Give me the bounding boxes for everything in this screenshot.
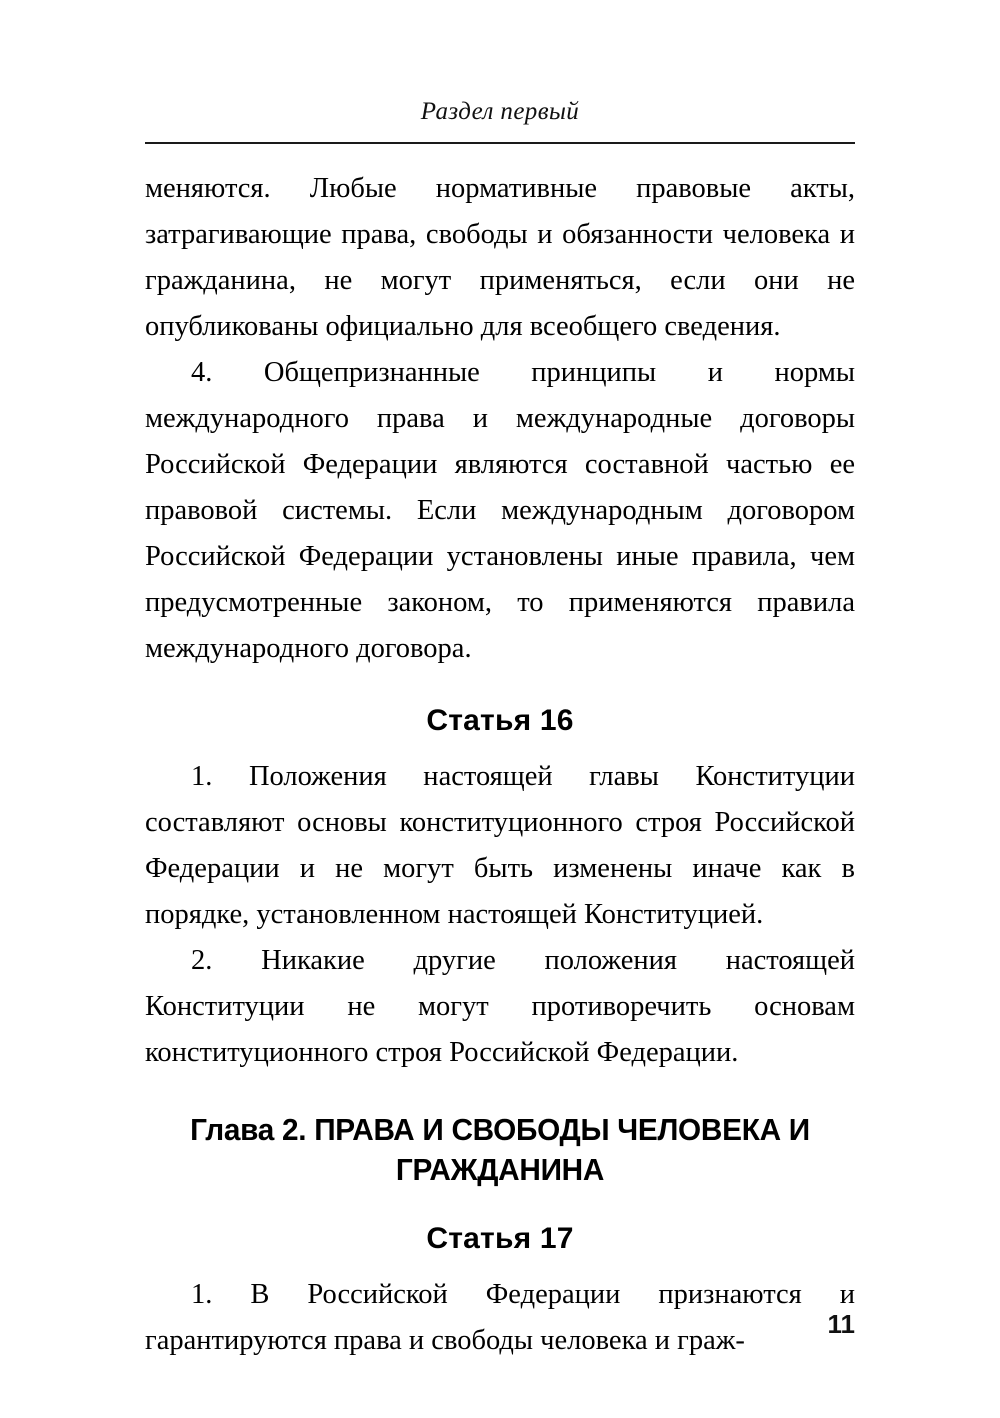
body-text xyxy=(145,166,855,1364)
article-title-17: Статья 17 xyxy=(426,1222,574,1255)
running-head: Раздел первый xyxy=(420,98,580,125)
paragraph-article16-2: 2. Никакие другие положения настоящей Конституции не могут противоречить основам конституционного строя Российской Федерации. xyxy=(145,945,855,1068)
paragraph-continued: меняются. Любые нормативные правовые акты, затрагивающие права, свободы и обязанности человека и гражданина, не могут применяться, если они не опубликованы официально для всеобщего сведения. xyxy=(145,173,855,342)
paragraph-article16-1: 1. Положения настоящей главы Конституции составляют основы конституционного строя Российской Федерации и не могут быть изменены иначе как в порядке, установленном настоящей Конституцией. xyxy=(145,761,855,930)
page-content xyxy=(145,0,855,1418)
header-divider xyxy=(145,142,855,144)
paragraph-article17-1: 1. В Российской Федерации признаются и гарантируются права и свободы человека и граж- xyxy=(145,1279,855,1356)
paragraph-article15-4: 4. Общепризнанные принципы и нормы международного права и международные договоры Российской Федерации являются составной частью ее правовой системы. Если международным договором Российской Федерации установлены иные правила, чем предусмотренные законом, то применяются правила международного договора. xyxy=(145,357,855,664)
page-number: 11 xyxy=(827,1309,855,1339)
chapter-title-2: Глава 2. ПРАВА И СВОБОДЫ ЧЕЛОВЕКА И ГРАЖДАНИНА xyxy=(190,1112,810,1187)
article-title-16: Статья 16 xyxy=(426,704,574,737)
